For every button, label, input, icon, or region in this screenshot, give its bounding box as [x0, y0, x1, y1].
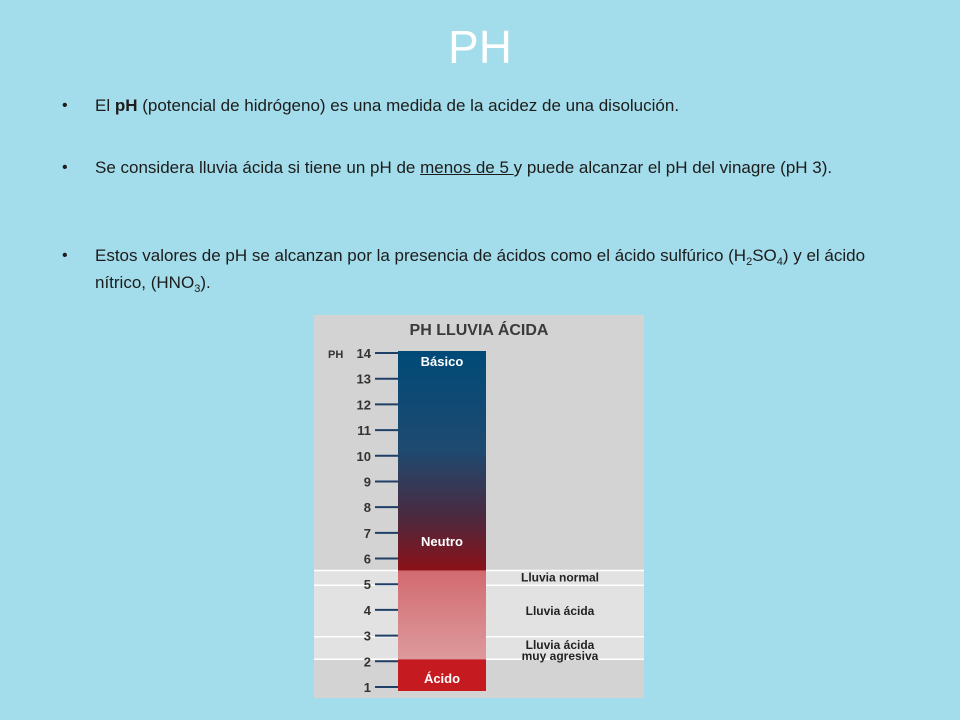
chart-title: PH LLUVIA ÁCIDA [409, 322, 549, 339]
ph-chart [314, 315, 644, 698]
y-tick-label: 2 [363, 654, 371, 670]
underlined-threshold: menos de 5 [420, 158, 514, 177]
y-tick-label: 9 [363, 474, 371, 490]
bullet-text-2: Se considera lluvia ácida si tiene un pH de menos de 5 y puede alcanzar el pH del vinagre (pH 3). [95, 158, 833, 177]
y-tick-label: 4 [363, 602, 371, 618]
y-tick-label: 5 [363, 577, 371, 593]
slide-title: PH [448, 21, 512, 73]
y-tick-label: 8 [363, 500, 371, 516]
y-tick-label: 14 [356, 346, 371, 361]
range-label: Lluvia ácida [525, 604, 595, 618]
y-tick-label: 6 [363, 551, 371, 567]
bar-label: Básico [420, 354, 464, 369]
y-tick-label: 12 [356, 397, 371, 413]
bullet-dot-icon: • [62, 97, 68, 114]
bullet-dot-icon: • [62, 159, 68, 176]
ph-chart-svg [314, 315, 644, 698]
y-tick-label: 10 [356, 448, 371, 464]
bullet-text-1: El pH (potencial de hidrógeno) es una medida de la acidez de una disolución. [95, 96, 680, 115]
range-label: Lluvia ácida [525, 637, 595, 652]
bar-label: Ácido [423, 671, 461, 686]
bullet-text-3: Estos valores de pH se alcanzan por la presencia de ácidos como el ácido sulfúrico $(H_2SO_4)$ y el ácido nítrico, $(HNO_3)$. [95, 246, 866, 295]
y-tick-label: 7 [363, 525, 371, 541]
bullet-dot-icon: • [62, 247, 68, 264]
bar-label: Neutro [421, 533, 463, 549]
y-tick-label: 1 [363, 680, 371, 695]
range-label: muy agresiva [521, 648, 599, 663]
y-tick-label: 3 [363, 628, 371, 644]
y-axis-label: PH [328, 349, 344, 361]
y-tick-label: 13 [356, 371, 371, 387]
bar-acid-range [398, 571, 486, 660]
range-label: Lluvia normal [520, 570, 600, 585]
y-tick-label: 11 [357, 423, 371, 439]
